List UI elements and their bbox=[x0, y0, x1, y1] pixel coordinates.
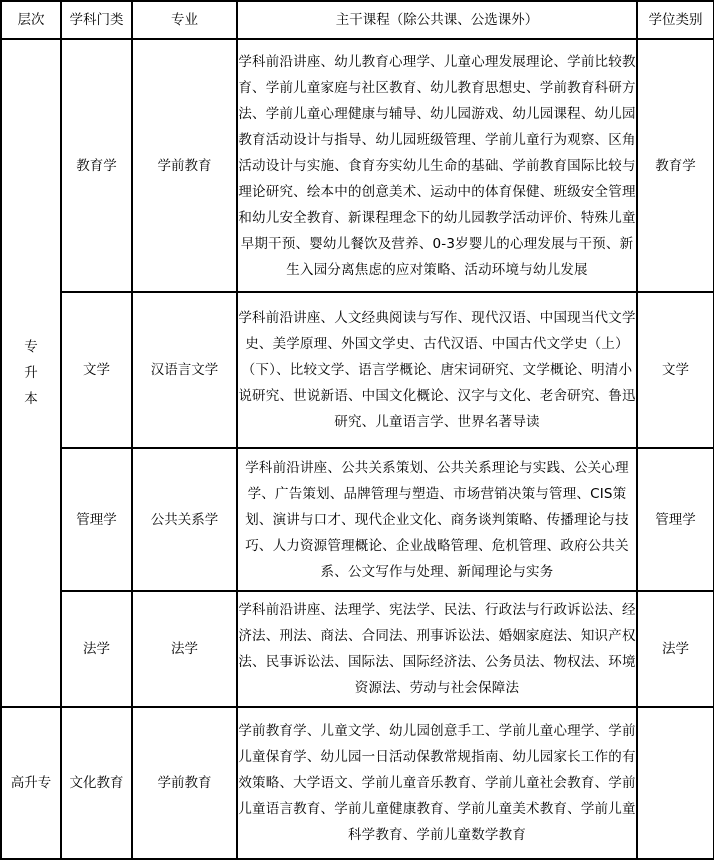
major-cell: 公共关系学 bbox=[132, 448, 237, 591]
degree-cell bbox=[637, 707, 714, 859]
header-row bbox=[1, 1, 714, 39]
degree-cell: 文学 bbox=[637, 292, 714, 448]
category-cell: 法学 bbox=[61, 591, 132, 707]
table-row bbox=[1, 448, 714, 591]
level-label: 专升本 bbox=[24, 339, 38, 407]
courses-cell: 学科前沿讲座、人文经典阅读与写作、现代汉语、中国现当代文学史、美学原理、外国文学史、古代汉语、中国古代文学史（上）（下）、比较文学、语言学概论、唐宋词研究、文学概论、明清小说研究、世说新语、中国文化概论、汉字与文化、老舍研究、鲁迅研究、儿童语言学、世界名著导读 bbox=[237, 292, 637, 448]
header-degree: 学位类别 bbox=[637, 1, 714, 39]
major-cell: 学前教育 bbox=[132, 39, 237, 292]
courses-cell: 学科前沿讲座、公共关系策划、公共关系理论与实践、公关心理学、广告策划、品牌管理与塑造、市场营销决策与管理、CIS策划、演讲与口才、现代企业文化、商务谈判策略、传播理论与技巧、人力资源管理概论、企业战略管理、危机管理、政府公共关系、公文写作与处理、新闻理论与实务 bbox=[237, 448, 637, 591]
courses-cell: 学前教育学、儿童文学、幼儿园创意手工、学前儿童心理学、学前儿童保育学、幼儿园一日活动保教常规指南、幼儿园家长工作的有效策略、大学语文、学前儿童音乐教育、学前儿童社会教育、学前儿童语言教育、学前儿童健康教育、学前儿童美术教育、学前儿童科学教育、学前儿童数学教育 bbox=[237, 707, 637, 859]
table-row bbox=[1, 39, 714, 292]
table-row bbox=[1, 591, 714, 707]
major-cell: 法学 bbox=[132, 591, 237, 707]
level-cell: 高升专 bbox=[1, 707, 61, 859]
category-cell: 文化教育 bbox=[61, 707, 132, 859]
header-major: 专业 bbox=[132, 1, 237, 39]
category-cell: 管理学 bbox=[61, 448, 132, 591]
major-cell: 学前教育 bbox=[132, 707, 237, 859]
table-row bbox=[1, 292, 714, 448]
level-cell bbox=[1, 39, 61, 707]
courses-cell: 学科前沿讲座、幼儿教育心理学、儿童心理发展理论、学前比较教育、学前儿童家庭与社区教育、幼儿教育思想史、学前教育科研方法、学前儿童心理健康与辅导、幼儿园游戏、幼儿园课程、幼儿园教育活动设计与指导、幼儿园班级管理、学前儿童行为观察、区角活动设计与实施、食育夯实幼儿生命的基础、学前教育国际比较与理论研究、绘本中的创意美术、运动中的体育保健、班级安全管理和幼儿安全教育、新课程理念下的幼儿园教学活动评价、特殊儿童早期干预、婴幼儿餐饮及营养、0-3岁婴儿的心理发展与干预、新生入园分离焦虑的应对策略、活动环境与幼儿发展 bbox=[237, 39, 637, 292]
header-courses: 主干课程（除公共课、公选课外） bbox=[237, 1, 637, 39]
category-cell: 文学 bbox=[61, 292, 132, 448]
category-cell: 教育学 bbox=[61, 39, 132, 292]
major-cell: 汉语言文学 bbox=[132, 292, 237, 448]
courses-cell: 学科前沿讲座、法理学、宪法学、民法、行政法与行政诉讼法、经济法、刑法、商法、合同法、刑事诉讼法、婚姻家庭法、知识产权法、民事诉讼法、国际法、国际经济法、公务员法、物权法、环境资源法、劳动与社会保障法 bbox=[237, 591, 637, 707]
header-level: 层次 bbox=[1, 1, 61, 39]
degree-cell: 管理学 bbox=[637, 448, 714, 591]
table-row bbox=[1, 707, 714, 859]
degree-cell: 教育学 bbox=[637, 39, 714, 292]
degree-cell: 法学 bbox=[637, 591, 714, 707]
header-category: 学科门类 bbox=[61, 1, 132, 39]
